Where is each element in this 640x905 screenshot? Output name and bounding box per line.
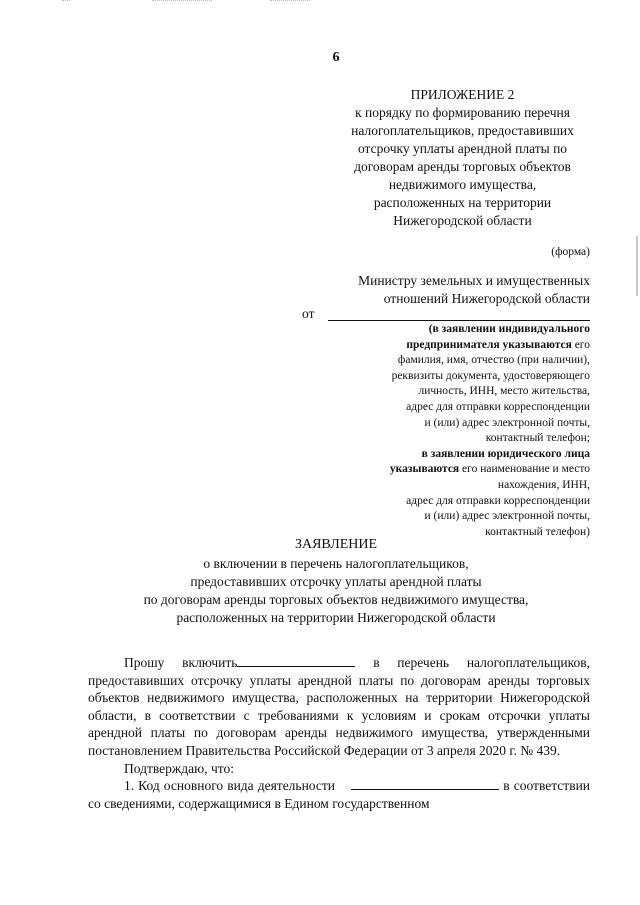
form-label: (форма) — [551, 246, 590, 258]
applicant-hint — [330, 322, 590, 540]
body-text: в соответствии со сведениями, содержащимися в Едином государственном — [88, 778, 591, 811]
hint-text: его — [571, 338, 590, 351]
appendix-line: Нижегородской области — [393, 213, 532, 228]
appendix-header — [330, 86, 595, 230]
appendix-line: недвижимого имущества, — [388, 177, 537, 192]
activity-code-blank[interactable] — [351, 777, 499, 790]
hint-line: фамилия, имя, отчество (при наличии), — [397, 354, 590, 367]
addressee-line: Министру земельных и имущественных — [358, 273, 590, 288]
subtitle-line: предоставивших отсрочку уплаты арендной платы — [190, 574, 482, 589]
scan-artifact — [62, 0, 70, 9]
body-paragraph: Подтверждаю, что: — [124, 760, 234, 776]
subtitle-line: расположенных на территории Нижегородской области — [176, 610, 496, 625]
company-name-blank[interactable] — [237, 654, 355, 667]
scan-artifact — [636, 236, 638, 296]
addressee-line: отношений Нижегородской области — [383, 291, 590, 306]
addressee-block — [320, 272, 590, 308]
hint-line: нахождения, ИНН, — [497, 478, 590, 491]
appendix-line: договорам аренды торговых объектов — [354, 159, 571, 174]
hint-text: его наименование и место — [459, 463, 590, 476]
statement-subtitle — [0, 555, 640, 627]
hint-bold: указываются — [389, 463, 460, 476]
appendix-line: отсрочку уплаты арендной платы по — [357, 141, 568, 156]
body-paragraph — [88, 654, 590, 760]
hint-bold: в заявлении юридического лица — [421, 447, 590, 460]
page-number: 6 — [332, 50, 340, 65]
statement-title: ЗАЯВЛЕНИЕ — [294, 537, 378, 552]
from-blank-line[interactable] — [328, 320, 590, 321]
appendix-line: налогоплательщиков, предоставивших — [351, 123, 574, 138]
from-label: от — [302, 306, 315, 321]
hint-line: контактный телефон) — [485, 525, 590, 538]
scan-artifact — [270, 0, 310, 9]
body-text: Прошу включить — [124, 655, 238, 670]
body-text: в перечень налогоплательщиков, предоставивших отсрочку уплаты арендной платы по договорам аренды торговых объектов недвижимого имущества, расположенных на территории Нижегородской области, в соответствии с требованиями к условиям и срокам отсрочки уплаты арендной платы по договорам аренды недвижимого имущества, утвержденными постановлением Правительства Российской Федерации от 3 апреля 2020 г. № 439. — [88, 655, 590, 758]
appendix-line: расположенных на территории — [373, 195, 552, 210]
hint-line: и (или) адрес электронной почты, — [424, 416, 590, 429]
subtitle-line: о включении в перечень налогоплательщиков, — [203, 556, 469, 571]
hint-bold: предпринимателя указываются — [406, 338, 572, 351]
body-paragraph — [88, 777, 590, 812]
hint-line: и (или) адрес электронной почты, — [424, 510, 590, 523]
appendix-title: ПРИЛОЖЕНИЕ 2 — [410, 87, 515, 102]
body-text: 1. Код основного вида деятельности — [124, 778, 336, 794]
subtitle-line: по договорам аренды торговых объектов недвижимого имущества, — [143, 592, 529, 607]
hint-line: реквизиты документа, удостоверяющего — [391, 369, 590, 382]
appendix-line: к порядку по формированию перечня — [355, 105, 570, 120]
hint-bold: (в заявлении индивидуального — [428, 323, 590, 335]
statement-body — [88, 654, 590, 812]
hint-line: личность, ИНН, место жительства, — [418, 385, 590, 398]
scan-artifact — [152, 0, 212, 9]
hint-line: контактный телефон; — [485, 432, 590, 445]
hint-line: адрес для отправки корреспонденции — [406, 494, 590, 507]
hint-line: адрес для отправки корреспонденции — [406, 400, 590, 413]
